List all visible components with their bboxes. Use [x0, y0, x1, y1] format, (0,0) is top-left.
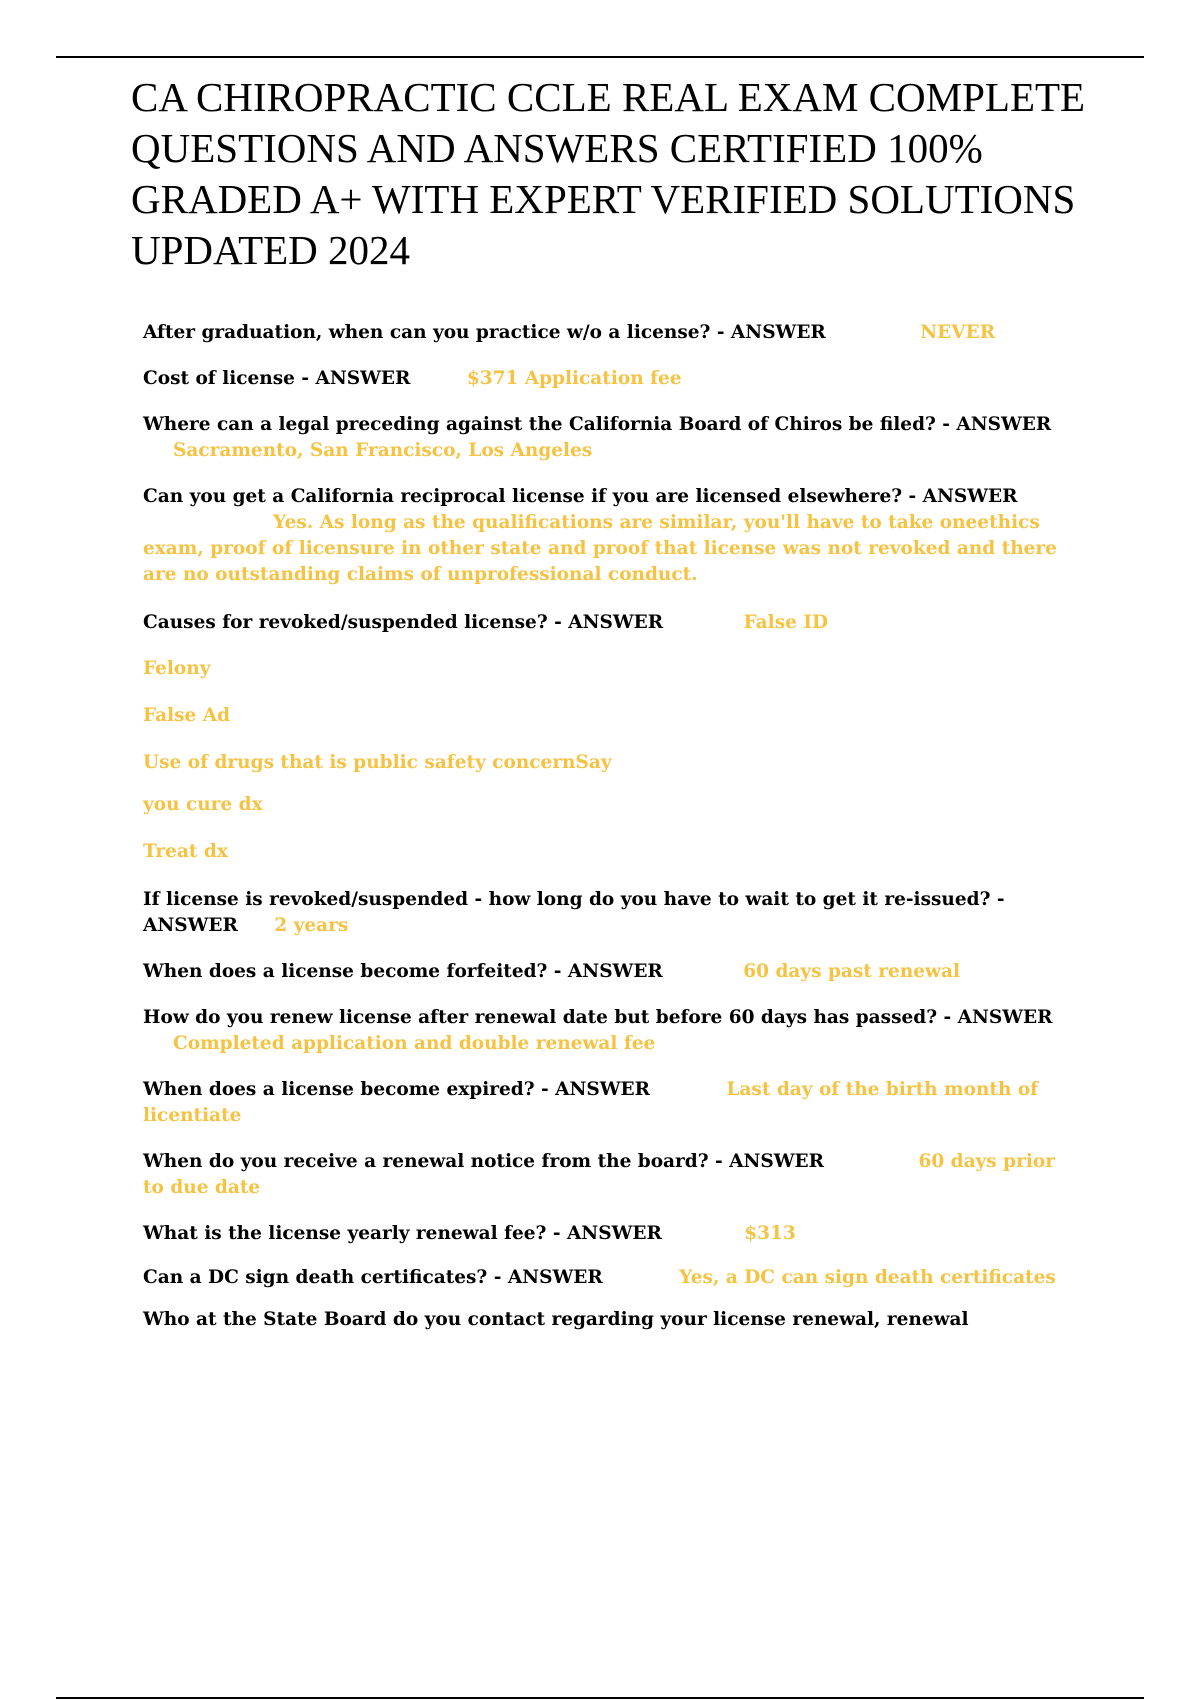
answer-text: Yes. As long as the qualifications are similar, you'll have to take oneethics exam, proof of licensure in other state and proof that license was not revoked and there are no outstanding claims of unprofessional conduct. — [143, 512, 1064, 585]
qa-item — [143, 366, 1063, 392]
answer-text: $371 Application fee — [466, 368, 682, 389]
cause-false-ad: False Ad — [143, 705, 231, 726]
question-text: Where can a legal preceding against the California Board of Chiros be filed? - ANSWER — [143, 414, 1052, 435]
answer-text: Last day of the birth month of licentiate — [143, 1079, 1045, 1126]
question-text: After graduation, when can you practice w/o a license? - ANSWER — [143, 322, 826, 343]
qa-item — [143, 412, 1063, 464]
answer-text: Sacramento, San Francisco, Los Angeles — [173, 440, 593, 461]
qa-item — [143, 1307, 1063, 1333]
cause-drugs: Use of drugs that is public safety concernSay — [143, 752, 612, 773]
qa-list — [143, 320, 1063, 1353]
answer-text: False ID — [743, 612, 829, 633]
question-text: Can you get a California reciprocal license if you are licensed elsewhere? - ANSWER — [143, 486, 1018, 507]
answer-text: NEVER — [920, 322, 996, 343]
bottom-rule — [56, 1697, 1144, 1699]
document-title: CA CHIROPRACTIC CCLE REAL EXAM COMPLETE QUESTIONS AND ANSWERS CERTIFIED 100% GRADED A+ WITH EXPERT VERIFIED SOLUTIONS UPDATED 2024 — [131, 74, 1086, 273]
question-text: When does a license become expired? - ANSWER — [143, 1079, 650, 1100]
question-text: If license is revoked/suspended - how long do you have to wait to get it re-issued? - ANSWER — [143, 889, 1005, 936]
answer-text: 60 days prior to due date — [143, 1151, 1062, 1198]
qa-item — [143, 1149, 1063, 1201]
question-text: Cost of license - ANSWER — [143, 368, 411, 389]
answer-text: Yes, a DC can sign death certificates — [679, 1267, 1056, 1288]
qa-item — [143, 320, 1063, 346]
cause-felony: Felony — [143, 658, 211, 679]
qa-item — [143, 1221, 1063, 1247]
cause-cure-dx: you cure dx — [143, 794, 263, 815]
question-text: Causes for revoked/suspended license? - ANSWER — [143, 612, 664, 633]
question-text: Can a DC sign death certificates? - ANSWER — [143, 1267, 603, 1288]
question-text: When does a license become forfeited? - ANSWER — [143, 961, 663, 982]
question-text: How do you renew license after renewal date but before 60 days has passed? - ANSWER — [143, 1007, 1053, 1028]
qa-item — [143, 484, 1063, 588]
qa-item — [143, 1077, 1063, 1129]
qa-item — [143, 610, 1063, 636]
answer-text: 60 days past renewal — [743, 961, 960, 982]
top-rule — [56, 56, 1144, 58]
answer-text: $313 — [744, 1223, 796, 1244]
question-text: Who at the State Board do you contact regarding your license renewal, renewal — [143, 1309, 969, 1330]
qa-item — [143, 887, 1063, 939]
qa-item — [143, 1265, 1063, 1291]
qa-item — [143, 959, 1063, 985]
question-text: When do you receive a renewal notice from the board? - ANSWER — [143, 1151, 824, 1172]
answer-text: Completed application and double renewal fee — [173, 1033, 656, 1054]
answer-text — [969, 1309, 1029, 1330]
cause-treat-dx: Treat dx — [143, 841, 228, 862]
answer-text: 2 years — [274, 915, 349, 936]
question-text: What is the license yearly renewal fee? - ANSWER — [143, 1223, 662, 1244]
qa-item — [143, 1005, 1063, 1057]
